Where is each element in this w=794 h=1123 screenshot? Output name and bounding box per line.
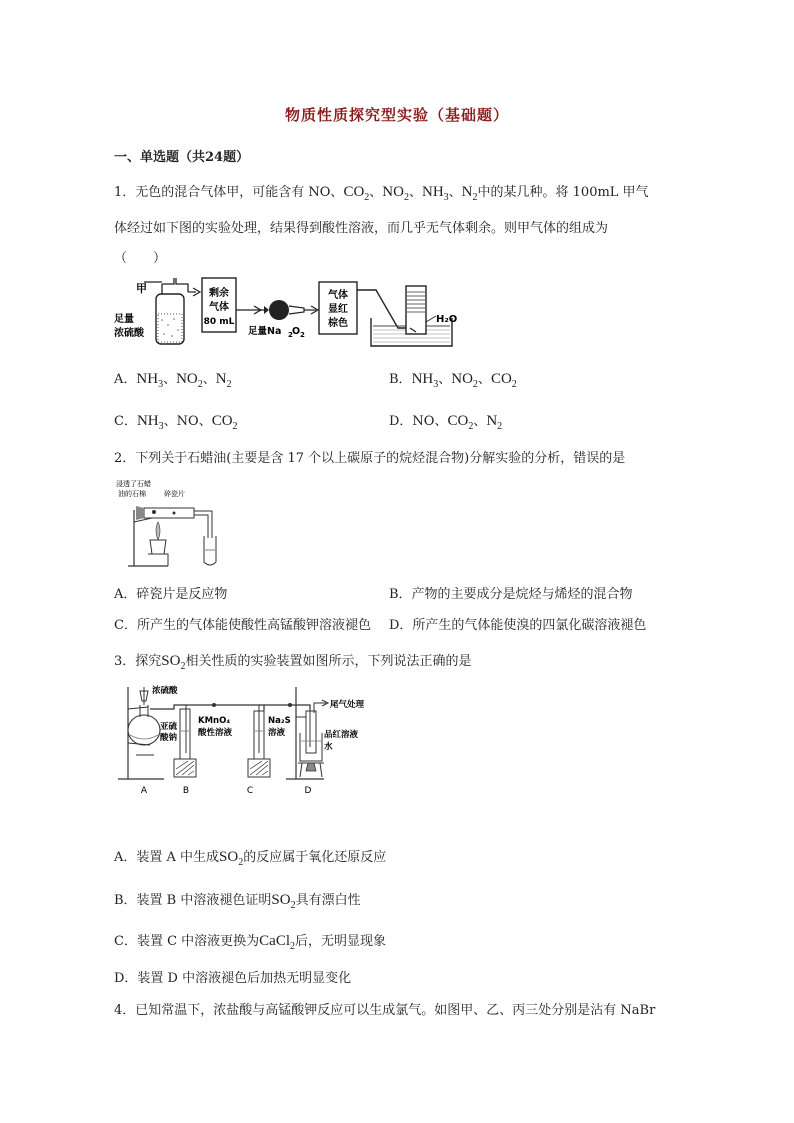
svg-text:H₂O: H₂O — [436, 314, 458, 325]
svg-text:KMnO₄: KMnO₄ — [198, 716, 231, 726]
svg-text:酸性溶液: 酸性溶液 — [198, 728, 233, 738]
svg-text:溶液: 溶液 — [268, 728, 286, 738]
svg-text:碎瓷片: 碎瓷片 — [164, 490, 185, 498]
q1-option-d[interactable]: D．NO、$CO_2$、$N_2$ — [389, 413, 503, 432]
q3-apparatus-figure — [114, 683, 384, 798]
q1-option-c[interactable]: C．$NH_3$、NO、$CO_2$ — [114, 413, 238, 432]
svg-text:气体: 气体 — [209, 302, 229, 313]
svg-text:浓硫酸: 浓硫酸 — [114, 328, 144, 339]
q1-option-b[interactable]: B．$NH_3$、$NO_2$、$CO_2$ — [389, 371, 517, 390]
svg-text:浸透了石蜡: 浸透了石蜡 — [116, 480, 151, 488]
svg-text:O: O — [292, 326, 301, 337]
svg-text:显红: 显红 — [328, 304, 348, 315]
q2-option-b[interactable]: B．产物的主要成分是烷烃与烯烃的混合物 — [389, 587, 633, 602]
svg-text:酸钠: 酸钠 — [160, 733, 178, 743]
apparatus-label-b: B — [182, 786, 190, 796]
apparatus-label-d: D — [304, 786, 312, 796]
q3-stem: 3．探究$SO_2$相关性质的实验装置如图所示，下列说法正确的是 — [114, 653, 472, 672]
document-title: 物质性质探究型实验（基础题） — [284, 106, 509, 124]
section-heading: 一、单选题（共24题） — [114, 150, 250, 165]
q2-cracking-figure — [114, 478, 244, 568]
q1-label-jia: 甲 — [136, 282, 147, 295]
svg-text:80 mL: 80 mL — [203, 317, 235, 327]
q3-option-b[interactable]: B．装置 B 中溶液褪色证明$SO_2$具有漂白性 — [114, 892, 361, 911]
q1-apparatus-figure — [114, 270, 494, 355]
svg-text:足量: 足量 — [114, 314, 134, 325]
svg-text:2: 2 — [300, 331, 305, 339]
svg-text:2: 2 — [288, 331, 293, 339]
svg-text:水: 水 — [324, 742, 333, 752]
apparatus-label-a: A — [140, 786, 148, 796]
svg-text:油的石棉: 油的石棉 — [118, 490, 146, 498]
svg-text:剩余: 剩余 — [209, 288, 229, 299]
q2-stem: 2．下列关于石蜡油(主要是含 17 个以上碳原子的烷烃混合物)分解实验的分析，错误的是 — [114, 451, 626, 466]
q3-option-a[interactable]: A．装置 A 中生成$SO_2$的反应属于氧化还原反应 — [114, 849, 387, 868]
q3-option-c[interactable]: C．装置 C 中溶液更换为CaCl$_2$后，无明显现象 — [114, 933, 387, 952]
svg-text:品红溶液: 品红溶液 — [324, 730, 359, 740]
svg-text:Na₂S: Na₂S — [268, 716, 291, 726]
q2-option-c[interactable]: C．所产生的气体能使酸性高锰酸钾溶液褪色 — [114, 618, 371, 633]
q4-stem: 4．已知常温下，浓盐酸与高锰酸钾反应可以生成氯气。如图甲、乙、丙三处分别是沾有 NaBr — [114, 1003, 656, 1018]
q2-option-a[interactable]: A．碎瓷片是反应物 — [114, 587, 228, 602]
q1-stem-line-1: 1．无色的混合气体甲，可能含有 NO、$CO_2$、$NO_2$、$NH_3$、$N_2$中的某几种。将 100mL 甲气 — [114, 184, 649, 203]
q1-stem-line-2: 体经过如下图的实验处理，结果得到酸性溶液，而几乎无气体剩余。则甲气体的组成为 — [114, 221, 609, 236]
svg-text:足量Na: 足量Na — [248, 326, 282, 337]
svg-text:气体: 气体 — [328, 290, 348, 301]
svg-text:浓硫酸: 浓硫酸 — [152, 686, 178, 696]
apparatus-label-c: C — [246, 786, 254, 796]
svg-text:亚硫: 亚硫 — [160, 722, 178, 732]
svg-text:尾气处理: 尾气处理 — [330, 700, 365, 710]
q3-option-d[interactable]: D．装置 D 中溶液褪色后加热无明显变化 — [114, 971, 352, 986]
q2-option-d[interactable]: D．所产生的气体能使溴的四氯化碳溶液褪色 — [389, 618, 647, 633]
q1-answer-paren: （ ） — [114, 251, 167, 266]
q1-option-a[interactable]: A．$NH_3$、$NO_2$、$N_2$ — [114, 371, 232, 390]
svg-text:棕色: 棕色 — [328, 318, 348, 329]
